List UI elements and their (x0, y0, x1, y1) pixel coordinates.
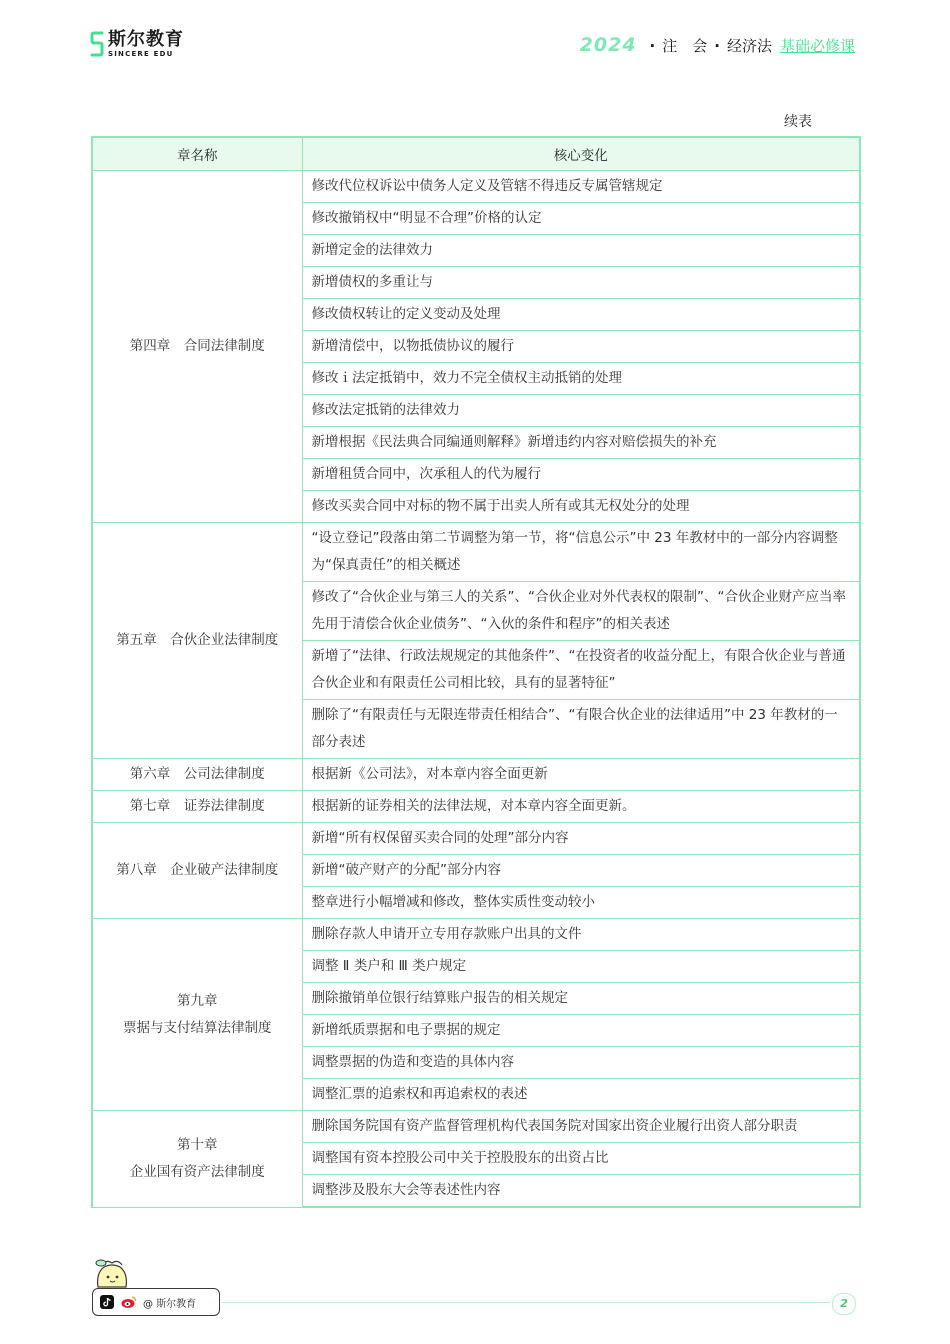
table-row (92, 791, 860, 823)
changes-table (91, 136, 861, 1208)
chapter-name: 第八章 企业破产法律制度 (116, 862, 279, 878)
logo-mark-icon (90, 30, 104, 58)
change-cell: 修改法定抵销的法律效力 (302, 395, 860, 427)
page-number: 2 (832, 1293, 856, 1315)
chapter-name: 第七章 证券法律制度 (129, 798, 265, 814)
course-subject: 经济法 (726, 37, 772, 55)
separator-dot: · (649, 37, 656, 55)
change-cell: 新增纸质票据和电子票据的规定 (302, 1015, 860, 1047)
change-cell: 新增“所有权保留买卖合同的处理”部分内容 (302, 823, 860, 855)
change-cell: 删除撤销单位银行结算账户报告的相关规定 (302, 983, 860, 1015)
change-cell: 整章进行小幅增减和修改，整体实质性变动较小 (302, 887, 860, 919)
column-header-chapter: 章名称 (92, 137, 302, 171)
chapter-cell (92, 759, 302, 791)
brand-name-en: SINCERE EDU (108, 49, 174, 58)
chapter-cell (92, 523, 302, 759)
table-row (92, 523, 860, 582)
chapter-name: 第五章 合伙企业法律制度 (116, 632, 279, 648)
change-cell: 新增了“法律、行政法规规定的其他条件”、“在投资者的收益分配上，有限合伙企业与普通合伙企业和有限责任公司相比较，具有的显著特征” (302, 641, 860, 700)
change-cell: 修改买卖合同中对标的物不属于出卖人所有或其无权处分的处理 (302, 491, 860, 523)
change-cell: 根据新《公司法》，对本章内容全面更新 (302, 759, 860, 791)
change-cell: 调整票据的伪造和变造的具体内容 (302, 1047, 860, 1079)
chapter-name: 第四章 合同法律制度 (129, 338, 265, 354)
change-cell: 删除国务院国有资产监督管理机构代表国务院对国家出资企业履行出资人部分职责 (302, 1111, 860, 1143)
course-title (580, 34, 855, 56)
chapter-name: 第十章 (177, 1136, 218, 1153)
change-cell: 新增租赁合同中，次承租人的代为履行 (302, 459, 860, 491)
weibo-icon (121, 1295, 135, 1309)
table-row (92, 171, 860, 203)
continued-label: 续表 (784, 114, 812, 130)
change-cell: 根据新的证券相关的法律法规，对本章内容全面更新。 (302, 791, 860, 823)
change-cell: 调整涉及股东大会等表述性内容 (302, 1175, 860, 1208)
social-handle: @ 斯尔教育 (143, 1298, 197, 1310)
course-tag: 基础必修课 (779, 37, 855, 55)
brand-name: 斯尔教育 (108, 28, 184, 50)
change-cell: 修改ｉ法定抵销中，效力不完全债权主动抵销的处理 (302, 363, 860, 395)
change-cell: 新增定金的法律效力 (302, 235, 860, 267)
table-row (92, 919, 860, 951)
tiktok-icon (100, 1295, 114, 1309)
course-year: 2024 (579, 34, 637, 56)
change-cell: 删除存款人申请开立专用存款账户出具的文件 (302, 919, 860, 951)
table-row (92, 1111, 860, 1143)
chapter-cell (92, 919, 302, 1111)
change-cell: 调整汇票的追索权和再追索权的表述 (302, 1079, 860, 1111)
change-cell: 修改债权转让的定义变动及处理 (302, 299, 860, 331)
change-cell: “设立登记”段落由第二节调整为第一节，将“信息公示”中 23 年教材中的一部分内容调整为“保真责任”的相关概述 (302, 523, 860, 582)
chapter-cell (92, 823, 302, 919)
social-badge (92, 1288, 220, 1316)
chapter-cell (92, 171, 302, 523)
change-cell: 新增债权的多重让与 (302, 267, 860, 299)
chapter-name: 票据与支付结算法律制度 (123, 1019, 272, 1036)
change-cell: 新增“破产财产的分配”部分内容 (302, 855, 860, 887)
brand-logo (90, 30, 184, 58)
change-cell: 删除了“有限责任与无限连带责任相结合”、“有限合伙企业的法律适用”中 23 年教材的一部分表述 (302, 700, 860, 759)
chapter-cell (92, 791, 302, 823)
footer-divider (222, 1302, 830, 1303)
chapter-name: 第九章 (177, 992, 218, 1009)
change-cell: 修改撤销权中“明显不合理”价格的认定 (302, 203, 860, 235)
mascot-icon (92, 1259, 132, 1289)
chapter-name: 企业国有资产法律制度 (129, 1163, 265, 1180)
change-cell: 调整国有资本控股公司中关于控股股东的出资占比 (302, 1143, 860, 1175)
change-cell: 新增根据《民法典合同编通则解释》新增违约内容对赔偿损失的补充 (302, 427, 860, 459)
table-row (92, 759, 860, 791)
table-header-row (92, 137, 860, 171)
chapter-cell (92, 1111, 302, 1208)
change-cell: 调整 Ⅱ 类户和 Ⅲ 类户规定 (302, 951, 860, 983)
table-row (92, 823, 860, 855)
change-cell: 新增清偿中，以物抵债协议的履行 (302, 331, 860, 363)
change-cell: 修改代位权诉讼中债务人定义及管辖不得违反专属管辖规定 (302, 171, 860, 203)
course-exam: 注 会 (662, 37, 708, 55)
change-cell: 修改了“合伙企业与第三人的关系”、“合伙企业对外代表权的限制”、“合伙企业财产应当率先用于清偿合伙企业债务”、“入伙的条件和程序”的相关表述 (302, 582, 860, 641)
column-header-change: 核心变化 (302, 137, 860, 171)
chapter-name: 第六章 公司法律制度 (129, 766, 265, 782)
separator-dot: · (714, 37, 720, 55)
